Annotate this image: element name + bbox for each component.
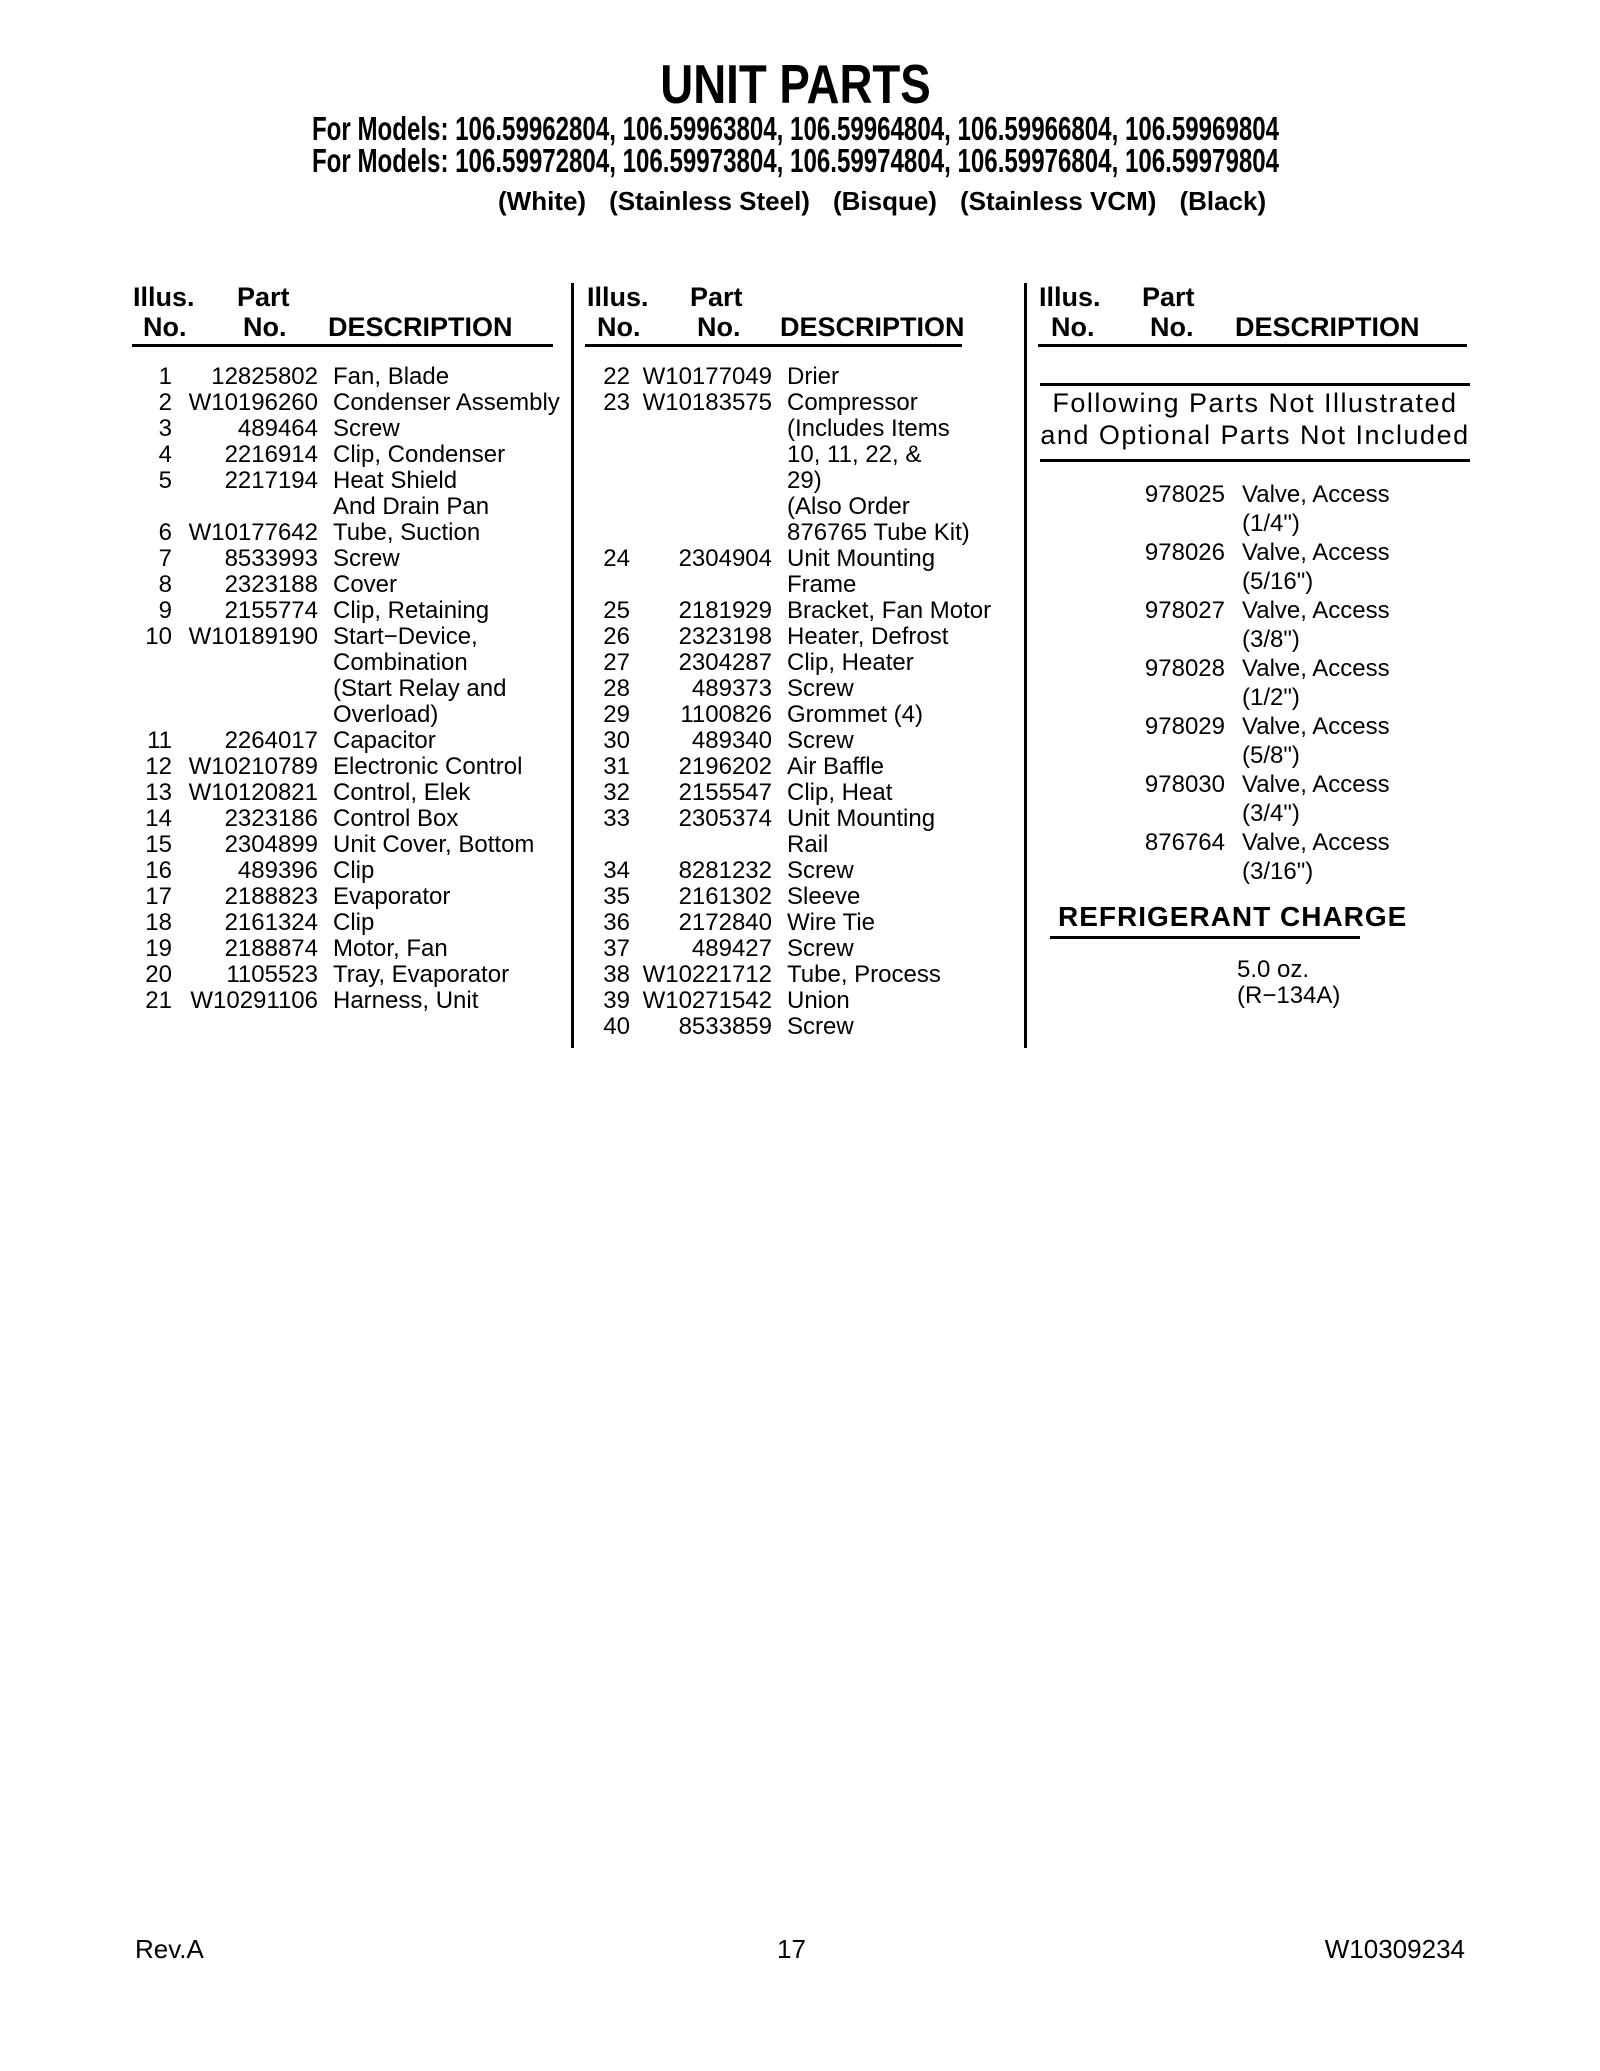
table-row xyxy=(580,936,1025,962)
illus-no-cell: 17 xyxy=(145,883,172,910)
color-variants-row xyxy=(498,188,1266,214)
table-row xyxy=(100,520,572,546)
models-line-1: For Models: 106.59962804, 106.59963804, 106.59964804, 106.59966804, 106.59969804 xyxy=(311,110,1280,147)
description-cell: Start−Device, Combination (Start Relay and Overload) xyxy=(333,623,507,728)
description-header: DESCRIPTION xyxy=(780,312,965,342)
table-row xyxy=(100,988,572,1014)
part-no-cell: 978026 xyxy=(1144,539,1225,566)
description-cell: Air Baffle xyxy=(787,753,884,780)
part-no-cell: 1100826 xyxy=(680,701,772,728)
description-cell: Union xyxy=(787,987,850,1014)
part-no-cell: W10271542 xyxy=(642,987,772,1014)
table-row xyxy=(100,624,572,728)
part-no-cell: 2196202 xyxy=(678,753,772,780)
table-row xyxy=(580,858,1025,884)
part-no-cell: 978027 xyxy=(1144,597,1225,624)
part-no-cell: 978025 xyxy=(1144,481,1225,508)
description-cell: Clip xyxy=(333,909,375,936)
description-cell: Motor, Fan xyxy=(333,935,448,962)
description-cell: Clip, Retaining xyxy=(333,597,490,624)
table-row xyxy=(1040,654,1460,712)
illus-no-cell: 15 xyxy=(145,831,172,858)
table-row xyxy=(100,910,572,936)
models-line-2: For Models: 106.59972804, 106.59973804, 106.59974804, 106.59976804, 106.59979804 xyxy=(311,142,1280,179)
illus-no-cell: 14 xyxy=(145,805,172,832)
refrigerant-heading-underline xyxy=(1050,936,1360,939)
description-cell: Valve, Access (1/4") xyxy=(1242,481,1390,537)
part-no-cell: W10189190 xyxy=(188,623,318,650)
description-cell: Clip, Heater xyxy=(787,649,914,676)
illus-no-cell: 26 xyxy=(603,623,630,650)
table-row xyxy=(100,858,572,884)
description-cell: Tube, Process xyxy=(787,961,941,988)
document-number: W10309234 xyxy=(1324,1934,1465,1964)
table-row xyxy=(100,780,572,806)
table-row xyxy=(100,832,572,858)
description-cell: Screw xyxy=(787,675,854,702)
description-cell: Heater, Defrost xyxy=(787,623,949,650)
illus-no-cell: 3 xyxy=(158,415,172,442)
illus-no-cell: 20 xyxy=(145,961,172,988)
table-row xyxy=(580,806,1025,858)
table-row xyxy=(580,598,1025,624)
table-row xyxy=(1040,712,1460,770)
part-no-cell: 2323188 xyxy=(224,571,318,598)
illus-no-cell: 35 xyxy=(603,883,630,910)
description-cell: Drier xyxy=(787,363,839,390)
table-row xyxy=(100,936,572,962)
table-row xyxy=(580,988,1025,1014)
part-no-cell: W10177049 xyxy=(642,363,772,390)
part-no-header: No. xyxy=(697,312,741,342)
table-row xyxy=(100,884,572,910)
part-header: Part xyxy=(237,282,290,312)
description-cell: Clip xyxy=(333,857,375,884)
description-cell: Unit Mounting Rail xyxy=(787,805,936,858)
part-no-cell: 978030 xyxy=(1144,771,1225,798)
illus-no-cell: 7 xyxy=(158,545,172,572)
description-cell: Control, Elek xyxy=(333,779,471,806)
part-header: Part xyxy=(690,282,743,312)
table-row xyxy=(100,468,572,520)
page-title: UNIT PARTS xyxy=(660,53,931,115)
color-variant-label: (White) xyxy=(498,186,587,216)
description-cell: Fan, Blade xyxy=(333,363,450,390)
description-cell: Evaporator xyxy=(333,883,451,910)
table-row xyxy=(100,572,572,598)
table-row xyxy=(1040,770,1460,828)
description-cell: Unit Mounting Frame xyxy=(787,545,936,598)
illus-no-cell: 8 xyxy=(158,571,172,598)
description-cell: Harness, Unit xyxy=(333,987,479,1014)
part-no-cell: W10210789 xyxy=(188,753,318,780)
table-row xyxy=(100,754,572,780)
illus-no-cell: 38 xyxy=(603,961,630,988)
color-variant-label: (Stainless VCM) xyxy=(959,186,1157,216)
page-number: 17 xyxy=(777,1934,806,1964)
part-no-cell: 2181929 xyxy=(678,597,772,624)
color-variant-label: (Bisque) xyxy=(832,186,937,216)
table-row xyxy=(580,728,1025,754)
part-no-cell: 2323186 xyxy=(224,805,318,832)
part-header: Part xyxy=(1142,282,1195,312)
part-no-cell: 2305374 xyxy=(678,805,772,832)
description-cell: Valve, Access (1/2") xyxy=(1242,655,1390,711)
part-no-cell: 2323198 xyxy=(678,623,772,650)
note-rule-top xyxy=(1040,383,1470,386)
illus-no-cell: 33 xyxy=(603,805,630,832)
illus-no-header: No. xyxy=(1051,312,1095,342)
illus-no-cell: 23 xyxy=(603,389,630,416)
table-row xyxy=(100,390,572,416)
part-no-cell: 8533859 xyxy=(678,1013,772,1040)
table-row xyxy=(1040,596,1460,654)
part-no-cell: 489427 xyxy=(691,935,772,962)
description-cell: Wire Tie xyxy=(787,909,876,936)
table-row xyxy=(1040,480,1460,538)
part-no-cell: 2304287 xyxy=(678,649,772,676)
illus-no-cell: 11 xyxy=(147,727,172,754)
part-no-cell: 2155547 xyxy=(678,779,772,806)
table-row xyxy=(580,910,1025,936)
part-no-cell: 489396 xyxy=(237,857,318,884)
part-no-cell: 2155774 xyxy=(224,597,318,624)
illus-no-cell: 27 xyxy=(603,649,630,676)
part-no-cell: 2161324 xyxy=(224,909,318,936)
table-row xyxy=(100,728,572,754)
table-row xyxy=(580,702,1025,728)
refrigerant-charge-heading: REFRIGERANT CHARGE xyxy=(1058,901,1408,932)
part-no-cell: 489464 xyxy=(237,415,318,442)
note-line-1: Following Parts Not Illustrated xyxy=(1052,388,1458,418)
description-cell: Clip, Condenser xyxy=(333,441,506,468)
part-no-cell: 978029 xyxy=(1144,713,1225,740)
table-row xyxy=(580,884,1025,910)
part-no-cell: 8281232 xyxy=(678,857,772,884)
description-cell: Screw xyxy=(333,415,400,442)
part-no-header: No. xyxy=(243,312,287,342)
description-cell: Compressor (Includes Items 10, 11, 22, & 29) (Also Order 876765 Tube Kit) xyxy=(787,389,970,546)
revision-label: Rev.A xyxy=(135,1934,204,1964)
description-cell: Electronic Control xyxy=(333,753,523,780)
table-row xyxy=(100,806,572,832)
part-no-cell: 2216914 xyxy=(224,441,318,468)
part-no-cell: 2217194 xyxy=(224,467,318,494)
description-cell: Tray, Evaporator xyxy=(333,961,510,988)
description-cell: Screw xyxy=(787,935,854,962)
note-line-2: and Optional Parts Not Included xyxy=(1040,420,1470,450)
description-cell: Screw xyxy=(787,857,854,884)
table-row xyxy=(580,390,1025,546)
part-no-cell: 2304904 xyxy=(678,545,772,572)
illus-no-cell: 31 xyxy=(603,753,630,780)
part-no-cell: 489373 xyxy=(691,675,772,702)
table-row xyxy=(580,650,1025,676)
illus-no-cell: 2 xyxy=(158,389,172,416)
part-no-cell: 876764 xyxy=(1144,829,1225,856)
illus-no-cell: 39 xyxy=(603,987,630,1014)
description-cell: Valve, Access (5/16") xyxy=(1242,539,1390,595)
table-row xyxy=(100,962,572,988)
illus-no-header: No. xyxy=(597,312,641,342)
description-header: DESCRIPTION xyxy=(1235,312,1420,342)
table-row xyxy=(580,1014,1025,1040)
parts-column-1 xyxy=(100,364,572,1014)
part-no-cell: W10177642 xyxy=(188,519,318,546)
table-row xyxy=(100,598,572,624)
color-variant-label: (Black) xyxy=(1179,186,1267,216)
description-cell: Screw xyxy=(333,545,400,572)
illus-no-cell: 40 xyxy=(603,1013,630,1040)
illus-no-cell: 36 xyxy=(603,909,630,936)
description-cell: Screw xyxy=(787,727,854,754)
description-cell: Bracket, Fan Motor xyxy=(787,597,992,624)
illus-no-cell: 30 xyxy=(603,727,630,754)
part-no-cell: W10291106 xyxy=(190,987,318,1014)
illus-no-cell: 5 xyxy=(158,467,172,494)
part-no-cell: W10183575 xyxy=(642,389,772,416)
header-rule xyxy=(1038,344,1467,347)
refrigerant-charge-value xyxy=(1237,957,1340,1009)
illus-no-cell: 6 xyxy=(158,519,172,546)
illus-no-cell: 19 xyxy=(145,935,172,962)
illus-no-cell: 12 xyxy=(145,753,172,780)
description-cell: Grommet (4) xyxy=(787,701,924,728)
part-no-cell: 1105523 xyxy=(226,961,318,988)
description-cell: Valve, Access (3/8") xyxy=(1242,597,1390,653)
illus-no-cell: 29 xyxy=(603,701,630,728)
table-row xyxy=(100,416,572,442)
description-cell: Screw xyxy=(787,1013,854,1040)
table-row xyxy=(1040,828,1460,886)
description-cell: Valve, Access (5/8") xyxy=(1242,713,1390,769)
table-row xyxy=(580,624,1025,650)
color-variant-label: (Stainless Steel) xyxy=(609,186,810,216)
table-row xyxy=(580,546,1025,598)
refrigerant-type: (R−134A) xyxy=(1237,982,1341,1009)
illus-no-cell: 10 xyxy=(145,623,172,650)
table-row xyxy=(100,442,572,468)
part-no-cell: W10196260 xyxy=(188,389,318,416)
illus-no-header: No. xyxy=(143,312,187,342)
header-rule xyxy=(132,344,553,347)
table-row xyxy=(1040,538,1460,596)
part-no-cell: 2188874 xyxy=(224,935,318,962)
illus-header: Illus. xyxy=(133,282,195,312)
refrigerant-amount: 5.0 oz. xyxy=(1237,956,1310,983)
part-no-cell: 12825802 xyxy=(211,363,318,390)
illus-header: Illus. xyxy=(1039,282,1101,312)
description-cell: Valve, Access (3/4") xyxy=(1242,771,1390,827)
illus-header: Illus. xyxy=(587,282,649,312)
table-row xyxy=(580,364,1025,390)
description-cell: Capacitor xyxy=(333,727,436,754)
description-cell: Cover xyxy=(333,571,398,598)
part-no-cell: 2188823 xyxy=(224,883,318,910)
illus-no-cell: 16 xyxy=(145,857,172,884)
description-header: DESCRIPTION xyxy=(328,312,513,342)
illus-no-cell: 18 xyxy=(145,909,172,936)
illus-no-cell: 13 xyxy=(145,779,172,806)
parts-column-3 xyxy=(1040,480,1460,886)
illus-no-cell: 24 xyxy=(603,545,630,572)
table-row xyxy=(100,364,572,390)
description-cell: Heat Shield And Drain Pan xyxy=(333,467,490,520)
part-no-cell: 489340 xyxy=(691,727,772,754)
part-no-cell: 2304899 xyxy=(224,831,318,858)
table-row xyxy=(100,546,572,572)
part-no-cell: 8533993 xyxy=(224,545,318,572)
part-no-cell: 2264017 xyxy=(224,727,318,754)
illus-no-cell: 22 xyxy=(603,363,630,390)
part-no-cell: W10221712 xyxy=(642,961,772,988)
illus-no-cell: 9 xyxy=(158,597,172,624)
part-no-header: No. xyxy=(1150,312,1194,342)
table-row xyxy=(580,754,1025,780)
note-text xyxy=(1040,387,1470,451)
description-cell: Control Box xyxy=(333,805,459,832)
description-cell: Condenser Assembly xyxy=(333,389,560,416)
part-no-cell: W10120821 xyxy=(188,779,318,806)
illus-no-cell: 21 xyxy=(145,987,172,1014)
table-row xyxy=(580,676,1025,702)
table-row xyxy=(580,780,1025,806)
illus-no-cell: 1 xyxy=(158,363,172,390)
description-cell: Sleeve xyxy=(787,883,861,910)
illus-no-cell: 4 xyxy=(158,441,172,468)
parts-column-2 xyxy=(580,364,1025,1040)
part-no-cell: 2161302 xyxy=(678,883,772,910)
description-cell: Clip, Heat xyxy=(787,779,893,806)
illus-no-cell: 32 xyxy=(603,779,630,806)
illus-no-cell: 28 xyxy=(603,675,630,702)
description-cell: Valve, Access (3/16") xyxy=(1242,829,1390,885)
illus-no-cell: 34 xyxy=(603,857,630,884)
illus-no-cell: 37 xyxy=(603,935,630,962)
header-rule xyxy=(585,344,962,347)
note-rule-bottom xyxy=(1040,459,1470,462)
table-row xyxy=(580,962,1025,988)
description-cell: Unit Cover, Bottom xyxy=(333,831,535,858)
illus-no-cell: 25 xyxy=(603,597,630,624)
description-cell: Tube, Suction xyxy=(333,519,481,546)
part-no-cell: 2172840 xyxy=(678,909,772,936)
part-no-cell: 978028 xyxy=(1144,655,1225,682)
